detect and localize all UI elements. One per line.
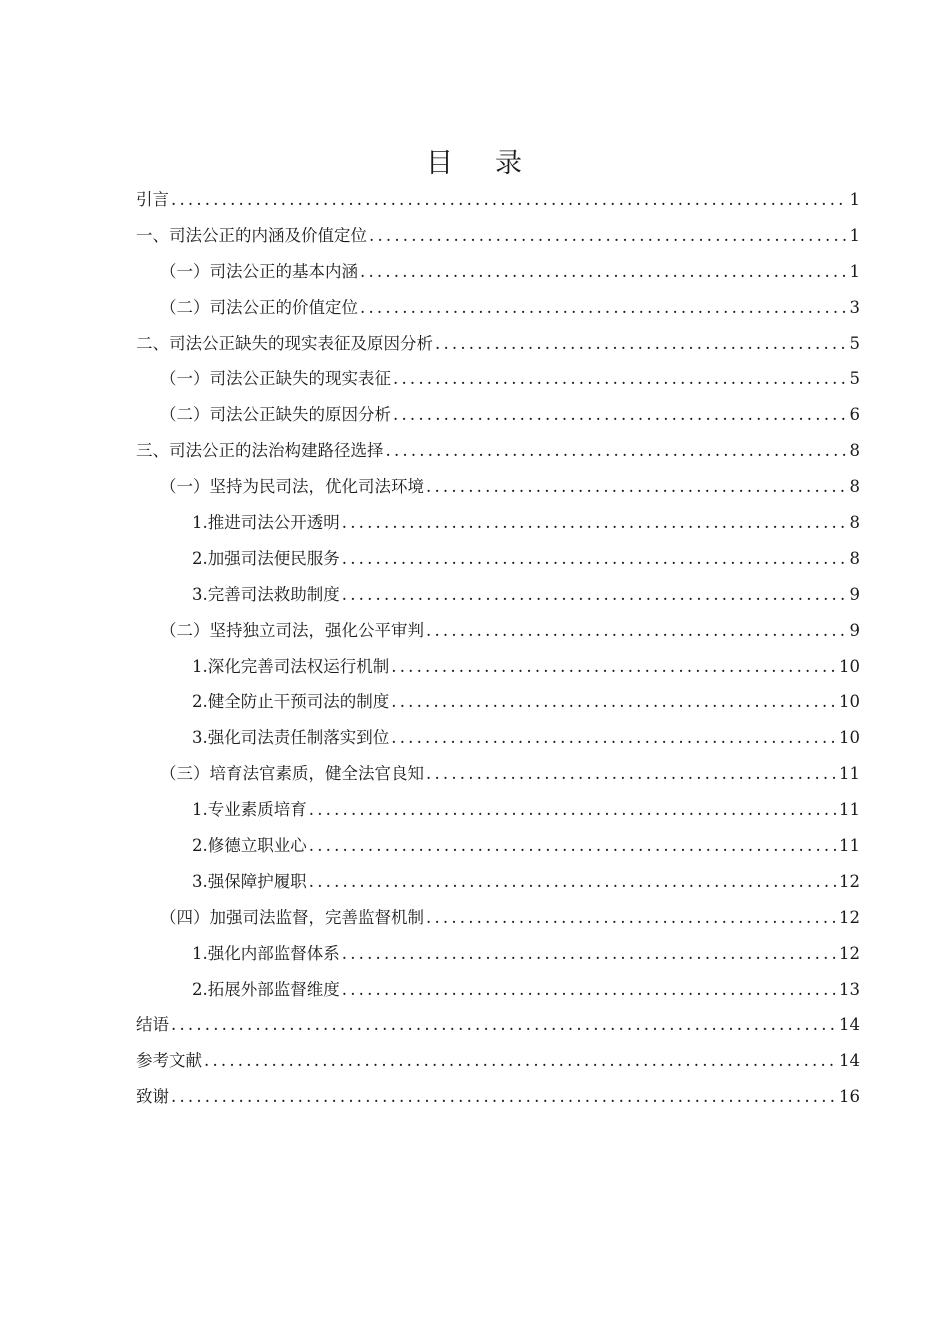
toc-dot-leader: [435, 326, 848, 362]
toc-dot-leader: [369, 218, 848, 254]
toc-dot-leader: [342, 505, 848, 541]
toc-entry[interactable]: [136, 433, 860, 469]
toc-dot-leader: [342, 577, 848, 613]
toc-entry-page-number: 12: [839, 871, 860, 891]
toc-entry[interactable]: [136, 613, 860, 649]
toc-entry-label: 2.健全防止干预司法的制度: [192, 692, 390, 712]
toc-entry-page-number: 6: [849, 405, 860, 425]
toc-entry[interactable]: [136, 1043, 860, 1079]
toc-dot-leader: [204, 1043, 837, 1079]
toc-entry[interactable]: [136, 972, 860, 1008]
toc-entry[interactable]: [136, 828, 860, 864]
toc-dot-leader: [426, 613, 848, 649]
toc-dot-leader: [391, 720, 837, 756]
toc-dot-leader: [426, 900, 837, 936]
toc-entry-page-number: 14: [839, 1051, 860, 1071]
toc-entry-label: （三）培育法官素质，健全法官良知: [160, 764, 424, 784]
toc-dot-leader: [391, 649, 837, 685]
toc-entry-page-number: 5: [849, 333, 860, 353]
toc-entry[interactable]: [136, 684, 860, 720]
toc-entry-label: 3.强化司法责任制落实到位: [192, 728, 390, 748]
toc-entry[interactable]: [136, 541, 860, 577]
toc-dot-leader: [342, 972, 837, 1008]
toc-entry-page-number: 1: [849, 225, 860, 245]
toc-dot-leader: [309, 828, 837, 864]
toc-entry-page-number: 11: [839, 836, 860, 856]
toc-entry[interactable]: [136, 505, 860, 541]
toc-entry[interactable]: [136, 649, 860, 685]
toc-entry-label: 1.专业素质培育: [192, 800, 307, 820]
toc-entry-label: （二）坚持独立司法，强化公平审判: [160, 620, 424, 640]
toc-entry-page-number: 8: [849, 441, 860, 461]
toc-entry-label: （一）坚持为民司法，优化司法环境: [160, 477, 424, 497]
toc-entry-label: 结语: [136, 1015, 169, 1035]
toc-entry-label: 1.深化完善司法权运行机制: [192, 656, 390, 676]
toc-dot-leader: [426, 469, 848, 505]
toc-entry-page-number: 8: [849, 513, 860, 533]
toc-entry-label: 一、司法公正的内涵及价值定位: [136, 225, 367, 245]
toc-entry[interactable]: [136, 756, 860, 792]
toc-title-char-1: 目: [426, 148, 455, 179]
toc-dot-leader: [393, 361, 848, 397]
toc-entry[interactable]: [136, 182, 860, 218]
toc-dot-leader: [393, 397, 848, 433]
toc-entry-page-number: 11: [839, 800, 860, 820]
toc-dot-leader: [342, 541, 848, 577]
toc-entry-label: （一）司法公正缺失的现实表征: [160, 369, 391, 389]
toc-entry-label: 3.完善司法救助制度: [192, 584, 340, 604]
toc-entry[interactable]: [136, 864, 860, 900]
toc-entry-page-number: 3: [849, 297, 860, 317]
toc-dot-leader: [171, 182, 848, 218]
toc-dot-leader: [309, 864, 837, 900]
toc-entry-page-number: 11: [839, 764, 860, 784]
toc-entry[interactable]: [136, 936, 860, 972]
toc-entry[interactable]: [136, 397, 860, 433]
toc-entry-page-number: 8: [849, 477, 860, 497]
toc-entry-label: 参考文献: [136, 1051, 202, 1071]
toc-entry-page-number: 5: [849, 369, 860, 389]
toc-entry[interactable]: [136, 900, 860, 936]
toc-entry-page-number: 12: [839, 943, 860, 963]
toc-entry[interactable]: [136, 720, 860, 756]
toc-entry-label: （二）司法公正的价值定位: [160, 297, 358, 317]
toc-entry-label: 二、司法公正缺失的现实表征及原因分析: [136, 333, 433, 353]
toc-dot-leader: [426, 756, 837, 792]
toc-entry-page-number: 8: [849, 548, 860, 568]
toc-entry-label: 1.强化内部监督体系: [192, 943, 340, 963]
toc-entry-label: （二）司法公正缺失的原因分析: [160, 405, 391, 425]
toc-entry-page-number: 14: [839, 1015, 860, 1035]
toc-entry-page-number: 9: [849, 584, 860, 604]
toc-title-char-2: 录: [495, 148, 524, 179]
toc-dot-leader: [360, 254, 848, 290]
toc-entry-page-number: 16: [839, 1087, 860, 1107]
toc-title: [0, 146, 950, 182]
toc-entry-page-number: 10: [839, 692, 860, 712]
toc-entry-label: （一）司法公正的基本内涵: [160, 261, 358, 281]
toc-entry-label: 3.强保障护履职: [192, 871, 307, 891]
toc-entry-page-number: 10: [839, 656, 860, 676]
toc-dot-leader: [391, 684, 837, 720]
toc-entry[interactable]: [136, 1079, 860, 1115]
toc-dot-leader: [386, 433, 848, 469]
toc-entry[interactable]: [136, 469, 860, 505]
toc-entry-label: 三、司法公正的法治构建路径选择: [136, 441, 384, 461]
toc-entry-label: 引言: [136, 190, 169, 209]
toc-entry-page-number: 9: [849, 620, 860, 640]
toc-entry-label: （四）加强司法监督，完善监督机制: [160, 907, 424, 927]
toc-dot-leader: [360, 290, 848, 326]
toc-dot-leader: [171, 1007, 837, 1043]
toc-entry[interactable]: [136, 1007, 860, 1043]
toc-dot-leader: [309, 792, 837, 828]
toc-entry-label: 1.推进司法公开透明: [192, 513, 340, 533]
toc-entry-page-number: 1: [849, 261, 860, 281]
toc-entry[interactable]: [136, 290, 860, 326]
toc-entry-label: 2.拓展外部监督维度: [192, 979, 340, 999]
toc-entry-label: 2.加强司法便民服务: [192, 548, 340, 568]
toc-entry-page-number: 13: [839, 979, 860, 999]
toc-entry-page-number: 10: [839, 728, 860, 748]
table-of-contents: [136, 182, 860, 1115]
toc-entry[interactable]: [136, 792, 860, 828]
toc-entry-page-number: 12: [839, 907, 860, 927]
toc-dot-leader: [342, 936, 837, 972]
toc-entry-label: 2.修德立职业心: [192, 836, 307, 856]
toc-entry[interactable]: [136, 361, 860, 397]
toc-entry[interactable]: [136, 577, 860, 613]
toc-entry-label: 致谢: [136, 1087, 169, 1107]
toc-entry[interactable]: [136, 326, 860, 362]
toc-dot-leader: [171, 1079, 837, 1115]
toc-entry[interactable]: [136, 218, 860, 254]
toc-entry-page-number: 1: [849, 190, 860, 209]
toc-entry[interactable]: [136, 254, 860, 290]
